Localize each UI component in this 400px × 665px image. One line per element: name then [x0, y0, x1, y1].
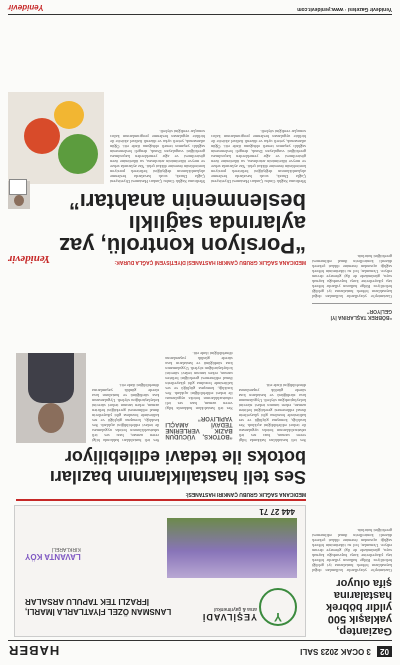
main-body-1: Medicana Sağlık Grubu Çankırı Hastanesi Diyetisyeni Çağla Durak, sıcak havalarda beslenme alışkanlıklarının değiştiğini belirterek porsiyon kontrolünün önemine dikkat çekti. Yaz aylarında sebze ve meyve tüketiminin artırılması, su tüketimine özen gösterilmesi ve ağır yemeklerden kaçınılması gerektiğini vurgulayan Durak, dengeli beslenmenin sağlıklı yaşamın temeli olduğunu ifade etti. Öğün atlamamak, yeterli uyku ve düzenli fiziksel aktivite ile birlikte uygulanan beslenme programlarının kalıcı sonuçlar verdiğini söyledi. — [211, 129, 306, 184]
footer-left: Yenidevir Gazetesi · www.yenidevir.com — [297, 6, 392, 12]
page-header — [8, 640, 392, 659]
main-body-2: Medicana Sağlık Grubu Çankırı Hastanesi Diyetisyeni Çağla Durak, sıcak havalarda beslenme alışkanlıklarının değiştiğini belirterek porsiyon kontrolünün önemine dikkat çekti. Yaz aylarında sebze ve meyve tüketiminin artırılması, su tüketimine özen gösterilmesi ve ağır yemeklerden kaçınılması gerektiğini vurgulayan Durak, dengeli beslenmenin sağlıklı yaşamın temeli olduğunu ifade etti. Öğün atlamamak, yeterli uyku ve düzenli fiziksel aktivite ile birlikte uygulanan beslenme programlarının kalıcı sonuçlar verdiğini söyledi. — [110, 129, 205, 184]
middle-body-3: Ses teli hastalıkları hakkında bilgi veren uzman, bazı ses teli rahatsızlıklarının botoks uygulaması ile tedavi edilebildiğini açıkladı. Ses kısıklığı, konuşma güçlüğü ve ses kalitesinde bozulma gibi şikayetlerin ihmal edilmemesi gerektiğini belirten uzman, erken tanının tedavi sürecini kolaylaştırdığını söyledi. Uygulamanın kısa sürdüğünü ve hastaların kısa sürede günlük yaşamlarına dönebildiğini ifade etti. — [92, 383, 160, 443]
vegetable-red — [24, 118, 60, 154]
lavender-field-image — [167, 518, 297, 578]
photo-body — [28, 353, 74, 403]
doctor-photo — [16, 353, 86, 443]
photo-head — [38, 403, 64, 433]
middle-body-continued: Ses teli hastalıkları hakkında bilgi veren uzman, bazı ses teli rahatsızlıklarının botoks uygulaması ile tedavi edilebildiğini açıkladı. Ses kısıklığı, konuşma güçlüğü ve ses kalitesinde bozulma gibi şikayetlerin ihmal edilmemesi gerektiğini belirten uzman, erken tanının tedavi sürecini kolaylaştırdığını söyledi. Uygulamanın kısa sürdüğünü ve hastaların kısa sürede günlük yaşamlarına dönebildiğini ifade etti. — [165, 351, 233, 411]
middle-body-2 — [165, 283, 232, 443]
short-news-headline: Gaziantep, yaklaşık 500 yıldır böbrek hastalarına şifa oluyor — [325, 577, 392, 637]
vegetable-yellow — [54, 101, 84, 129]
ad-brand-name: YEŞİLVADİ — [201, 612, 257, 622]
middle-quote: “BOTOKS, VÜCUDUN BAZIK VERLERİNE TEDAVİ AMAÇLI YAPILIYOR” — [165, 415, 233, 439]
middle-columns — [16, 283, 306, 443]
dietitian-body — [9, 179, 27, 195]
vegetable-green — [58, 134, 98, 174]
main-kicker: MEDICANA SAĞLIK GRUBU ÇANKIRI HASTANESİ DİYETİSYENİ ÇAĞLA DURAK: — [114, 259, 306, 265]
dietitian-photo — [8, 181, 30, 209]
main-columns — [8, 14, 306, 184]
ad-brand — [202, 606, 257, 622]
page-number: 02 — [377, 646, 392, 657]
main-headline: “Porsiyon kontrolü, yaz aylarında sağlıklı beslenmenin anahtarı” — [59, 189, 306, 258]
newspaper-logo: Yenidevir — [8, 253, 51, 265]
real-estate-ad — [14, 505, 306, 637]
divider — [312, 303, 392, 304]
main-article — [8, 15, 306, 265]
short-news-body-continued: Gaziantep'te yüzyıllardır kullanılan doğal kaynakların böbrek hastalarına iyi geldiği belirtiliyor. Bölge halkının yıllardır böbrek taşı şikayetlerine karşı başvurduğu kaynak suyu, günümüzde de ilgi görmeye devam ediyor. Uzmanlar, bol su tüketiminin böbrek sağlığı açısından önemine dikkat çekerek düzenli kontrollerin ihmal edilmemesi gerektiğini hatırlattı. — [312, 254, 392, 299]
short-news-body: Gaziantep'te yüzyıllardır kullanılan doğal kaynakların böbrek hastalarına iyi geldiği belirtiliyor. Bölge halkının yıllardır böbrek taşı şikayetlerine karşı başvurduğu kaynak suyu, günümüzde de ilgi görmeye devam ediyor. Uzmanlar, bol su tüketiminin böbrek sağlığı açısından önemine dikkat çekerek düzenli kontrollerin ihmal edilmemesi gerektiğini hatırlattı. — [312, 528, 392, 573]
middle-kicker: MEDICANA SAĞLIK GRUBU ÇANKIRI HASTANESİ: — [16, 491, 306, 501]
ad-phone: 444 27 71 — [259, 507, 295, 516]
yesilvadi-logo-icon: Y — [259, 588, 297, 626]
page-meta — [300, 647, 392, 656]
section-title: HABER — [8, 643, 60, 658]
short-news-kicker: “BÖBREK TAŞLARINA İYİ GELİYOR” — [330, 308, 392, 320]
page-footer — [8, 4, 392, 15]
vegetables-photo — [8, 92, 104, 184]
middle-article — [16, 271, 306, 501]
page-date: 3 OCAK 2023 SALI — [300, 647, 371, 656]
footer-logo: Yenidevir — [8, 3, 44, 12]
ad-site-name: LAVANTA KÖY — [25, 552, 81, 561]
ad-site — [25, 546, 81, 561]
ad-site-sub: KIRKLARELİ — [51, 546, 81, 552]
ad-title: LANSMAN ÖZEL FİYATLARLA İMARLI, İFRAZLI TEK TAPULU ARSALAR — [25, 597, 172, 616]
ad-brand-sub: arsa & gayrimenkul — [214, 606, 257, 612]
short-news-column — [312, 17, 392, 637]
middle-body: Ses teli hastalıkları hakkında bilgi veren uzman, bazı ses teli rahatsızlıklarının botoks uygulaması ile tedavi edilebildiğini açıkladı. Ses kısıklığı, konuşma güçlüğü ve ses kalitesinde bozulma gibi şikayetlerin ihmal edilmemesi gerektiğini belirten uzman, erken tanının tedavi sürecini kolaylaştırdığını söyledi. Uygulamanın kısa sürdüğünü ve hastaların kısa sürede günlük yaşamlarına dönebildiğini ifade etti. — [238, 383, 306, 443]
middle-headline: Ses teli hastalıklarının bazıları botoks ile tedavi edilebiliyor — [49, 447, 306, 487]
dietitian-head — [14, 195, 24, 206]
